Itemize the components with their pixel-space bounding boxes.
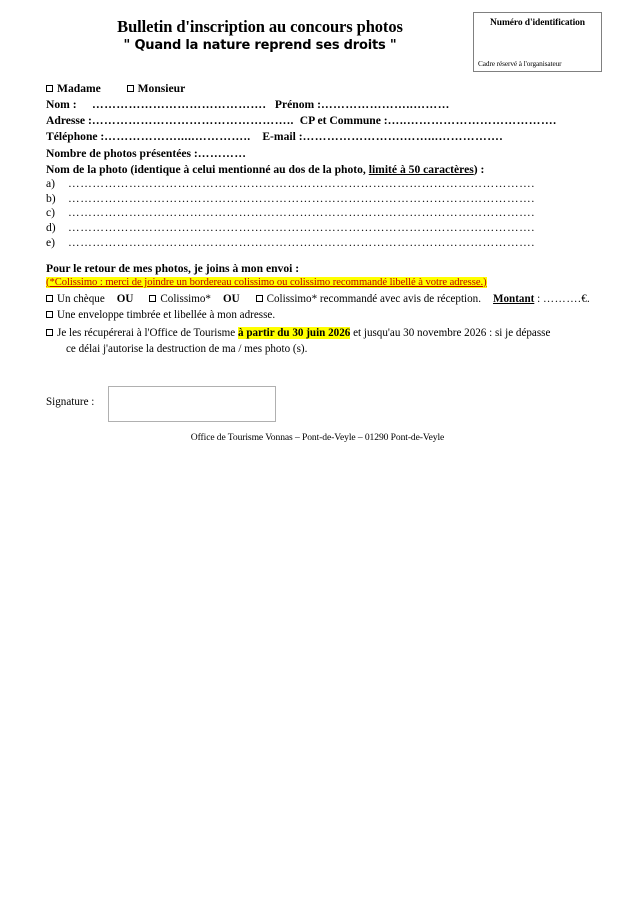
photo-name-input[interactable]: ……………………………………………………………………………………………………. xyxy=(68,221,535,235)
label-nombre-photos: Nombre de photos présentées : xyxy=(46,147,198,160)
photo-names-intro xyxy=(46,163,606,176)
input-telephone[interactable]: ……………….....………….. xyxy=(104,130,251,143)
recuperation-date-highlight: à partir du 30 juin 2026 xyxy=(238,326,351,339)
photo-names-intro-limit: limité à 50 caractères xyxy=(368,163,474,176)
photo-names-intro-suffix: ) : xyxy=(473,163,485,176)
return-options-row xyxy=(46,291,606,308)
return-section-title: Pour le retour de mes photos, je joins à mon envoi : xyxy=(46,261,300,275)
photo-name-index: d) xyxy=(46,221,56,235)
recuperation-middle: et jusqu'au 30 novembre 2026 : si je dépasse xyxy=(350,326,551,339)
separator-ou-2: OU xyxy=(222,292,240,305)
return-option-recuperation-row xyxy=(46,325,606,357)
signature-box[interactable] xyxy=(108,386,276,422)
input-adresse[interactable]: ………………………………………….. xyxy=(91,114,294,127)
checkbox-colissimo[interactable] xyxy=(149,295,156,302)
checkbox-recuperation[interactable] xyxy=(46,329,53,336)
row-telephone-email xyxy=(46,130,606,143)
identification-box xyxy=(473,12,602,72)
photo-name-row xyxy=(46,236,606,251)
label-telephone: Téléphone : xyxy=(46,130,105,143)
recuperation-continuation: ce délai j'autorise la destruction de ma / mes photo (s). xyxy=(66,342,308,355)
checkbox-madame[interactable] xyxy=(46,85,53,92)
label-colissimo: Colissimo* xyxy=(160,292,211,305)
label-colissimo-recommande: Colissimo* recommandé avec avis de réception. xyxy=(266,292,482,305)
input-nom[interactable]: ……………………………………. xyxy=(92,98,267,111)
civility-row xyxy=(46,82,606,95)
label-nom: Nom : xyxy=(46,98,77,111)
input-nombre-photos[interactable]: ………… xyxy=(197,147,247,160)
photo-name-input[interactable]: ……………………………………………………………………………………………………. xyxy=(68,235,535,249)
checkbox-colissimo-recommande[interactable] xyxy=(256,295,263,302)
photo-name-index: e) xyxy=(46,235,56,249)
label-madame: Madame xyxy=(57,82,101,95)
photo-name-input[interactable]: ……………………………………………………………………………………………………. xyxy=(68,177,535,190)
label-monsieur: Monsieur xyxy=(137,82,186,95)
photo-names-intro-prefix: Nom de la photo (identique à celui mentionné au dos de la photo, xyxy=(46,163,369,176)
colissimo-note: (*Colissimo : merci de joindre un bordereau colissimo ou colissimo recommandé libellé à votre adresse.) xyxy=(46,276,487,288)
title-block xyxy=(60,18,460,55)
page-title: Bulletin d'inscription au concours photos xyxy=(117,17,403,36)
identification-box-note: Cadre réservé à l'organisateur xyxy=(478,59,562,68)
photo-name-index: c) xyxy=(46,206,56,220)
separator-ou-1: OU xyxy=(116,292,134,305)
page-subtitle: " Quand la nature reprend ses droits " xyxy=(123,38,397,54)
photo-name-row xyxy=(46,177,606,192)
photo-name-row xyxy=(46,206,606,221)
checkbox-monsieur[interactable] xyxy=(127,85,134,92)
photo-name-input[interactable]: ……………………………………………………………………………………………………. xyxy=(68,191,535,205)
colissimo-note-wrapper xyxy=(46,276,606,291)
label-montant: Montant xyxy=(493,292,535,305)
footer: Office de Tourisme Vonnas – Pont-de-Veyle – 01290 Pont-de-Veyle xyxy=(190,432,445,443)
form-body xyxy=(46,82,606,357)
identification-box-title: Numéro d'identification xyxy=(490,18,585,28)
montant-currency: €. xyxy=(581,292,590,305)
label-adresse: Adresse : xyxy=(46,114,92,127)
return-option-enveloppe-row xyxy=(46,307,606,324)
input-email[interactable]: …………………….……...……………. xyxy=(302,130,503,143)
label-cp-commune: CP et Commune : xyxy=(299,114,388,127)
input-prenom[interactable]: …………………..……… xyxy=(320,98,450,111)
photo-name-input[interactable]: ……………………………………………………………………………………………………. xyxy=(68,206,535,220)
label-cheque: Un chèque xyxy=(57,292,105,305)
row-nombre-photos xyxy=(46,147,606,160)
checkbox-enveloppe[interactable] xyxy=(46,311,53,318)
signature-label: Signature : xyxy=(46,396,95,408)
checkbox-cheque[interactable] xyxy=(46,295,53,302)
input-cp-commune[interactable]: …..………………………………. xyxy=(387,114,557,127)
photo-name-index: b) xyxy=(46,191,56,205)
label-email: E-mail : xyxy=(262,130,303,143)
photo-name-index: a) xyxy=(46,177,56,190)
photo-name-row xyxy=(46,192,606,207)
row-adresse-cp xyxy=(46,114,606,127)
montant-separator: : xyxy=(534,292,543,305)
recuperation-prefix: Je les récupérerai à l'Office de Tourisme xyxy=(57,326,239,339)
row-nom-prenom xyxy=(46,98,606,111)
photo-name-row xyxy=(46,221,606,236)
input-montant[interactable]: ………. xyxy=(542,292,582,305)
label-prenom: Prénom : xyxy=(274,98,321,111)
label-enveloppe: Une enveloppe timbrée et libellée à mon adresse. xyxy=(57,309,276,322)
